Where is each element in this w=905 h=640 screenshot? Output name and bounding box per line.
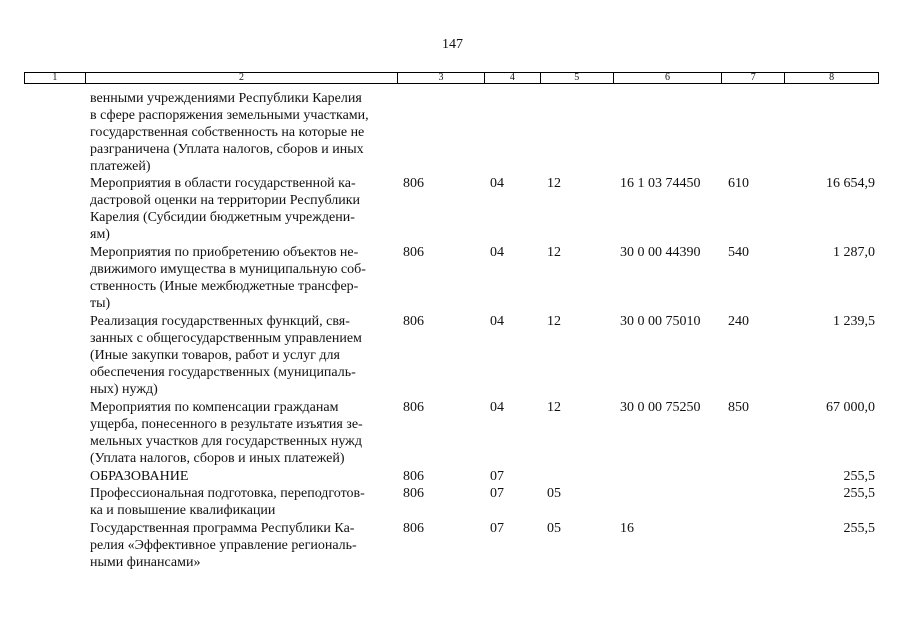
cell-cs: 16 1 03 74450	[620, 176, 701, 191]
cell-ved: 806	[403, 314, 424, 329]
cell-cs: 16	[620, 521, 634, 536]
cell-rz: 04	[490, 314, 504, 329]
header-col-3: 3	[398, 73, 485, 83]
header-col-7: 7	[722, 73, 785, 83]
cell-ved: 806	[403, 469, 424, 484]
cell-pr: 12	[547, 314, 561, 329]
header-col-8: 8	[829, 72, 835, 83]
cell-sum: 255,5	[843, 469, 875, 484]
row-name: Мероприятия в области государственной ка- дастровой оценки на территории Республики Карелия (Субсидии бюджетным учреждени- ям)	[90, 176, 361, 242]
header-col-4: 4	[485, 73, 541, 83]
cell-sum: 67 000,0	[826, 400, 875, 415]
cell-pr: 05	[547, 486, 561, 501]
cell-cs: 30 0 00 44390	[620, 245, 701, 260]
cell-rz: 07	[490, 486, 504, 501]
cell-cs: 30 0 00 75250	[620, 400, 701, 415]
page-number: 147	[442, 37, 463, 52]
row-name: Государственная программа Республики Ка- релия «Эффективное управление региональ- ными финансами»	[90, 521, 357, 570]
cell-sum: 1 239,5	[833, 314, 875, 329]
cell-vr: 540	[728, 245, 749, 260]
cell-rz: 04	[490, 176, 504, 191]
cell-pr: 12	[547, 176, 561, 191]
header-col-1: 1	[25, 73, 86, 83]
cell-ved: 806	[403, 245, 424, 260]
row-name: ОБРАЗОВАНИЕ	[90, 469, 189, 484]
cell-pr: 12	[547, 400, 561, 415]
cell-rz: 07	[490, 521, 504, 536]
cell-rz: 04	[490, 400, 504, 415]
cell-vr: 610	[728, 176, 749, 191]
row-name: Реализация государственных функций, свя- занных с общегосударственным управлением (Иные закупки товаров, работ и услуг для обеспечения государственных (муниципаль- ных) нужд)	[90, 314, 362, 397]
row-name: Мероприятия по компенсации гражданам ущерба, понесенного в результате изъятия зе- мельных участков для государственных нужд (Уплата налогов, сборов и иных платежей)	[90, 400, 363, 466]
cell-ved: 806	[403, 176, 424, 191]
cell-vr: 850	[728, 400, 749, 415]
cell-ved: 806	[403, 400, 424, 415]
table-header	[24, 72, 879, 84]
cell-pr: 12	[547, 245, 561, 260]
cell-ved: 806	[403, 486, 424, 501]
cell-pr: 05	[547, 521, 561, 536]
cell-cs: 30 0 00 75010	[620, 314, 701, 329]
header-col-5: 5	[541, 73, 614, 83]
cell-vr: 240	[728, 314, 749, 329]
cell-sum: 1 287,0	[833, 245, 875, 260]
cell-sum: 255,5	[843, 521, 875, 536]
header-col-6: 6	[614, 73, 723, 83]
cell-rz: 04	[490, 245, 504, 260]
row-name: Профессиональная подготовка, переподготов- ка и повышение квалификации	[90, 486, 365, 518]
cell-ved: 806	[403, 521, 424, 536]
cell-sum: 255,5	[843, 486, 875, 501]
header-col-2: 2	[86, 73, 398, 83]
row-name: Мероприятия по приобретению объектов не- движимого имущества в муниципальную соб- ственность (Иные межбюджетные трансфер- ты)	[90, 245, 366, 311]
row-name: венными учреждениями Республики Карелия в сфере распоряжения земельными участками, государственная собственность на которые не разграничена (Уплата налогов, сборов и иных платежей)	[90, 91, 369, 174]
cell-rz: 07	[490, 469, 504, 484]
cell-sum: 16 654,9	[826, 176, 875, 191]
